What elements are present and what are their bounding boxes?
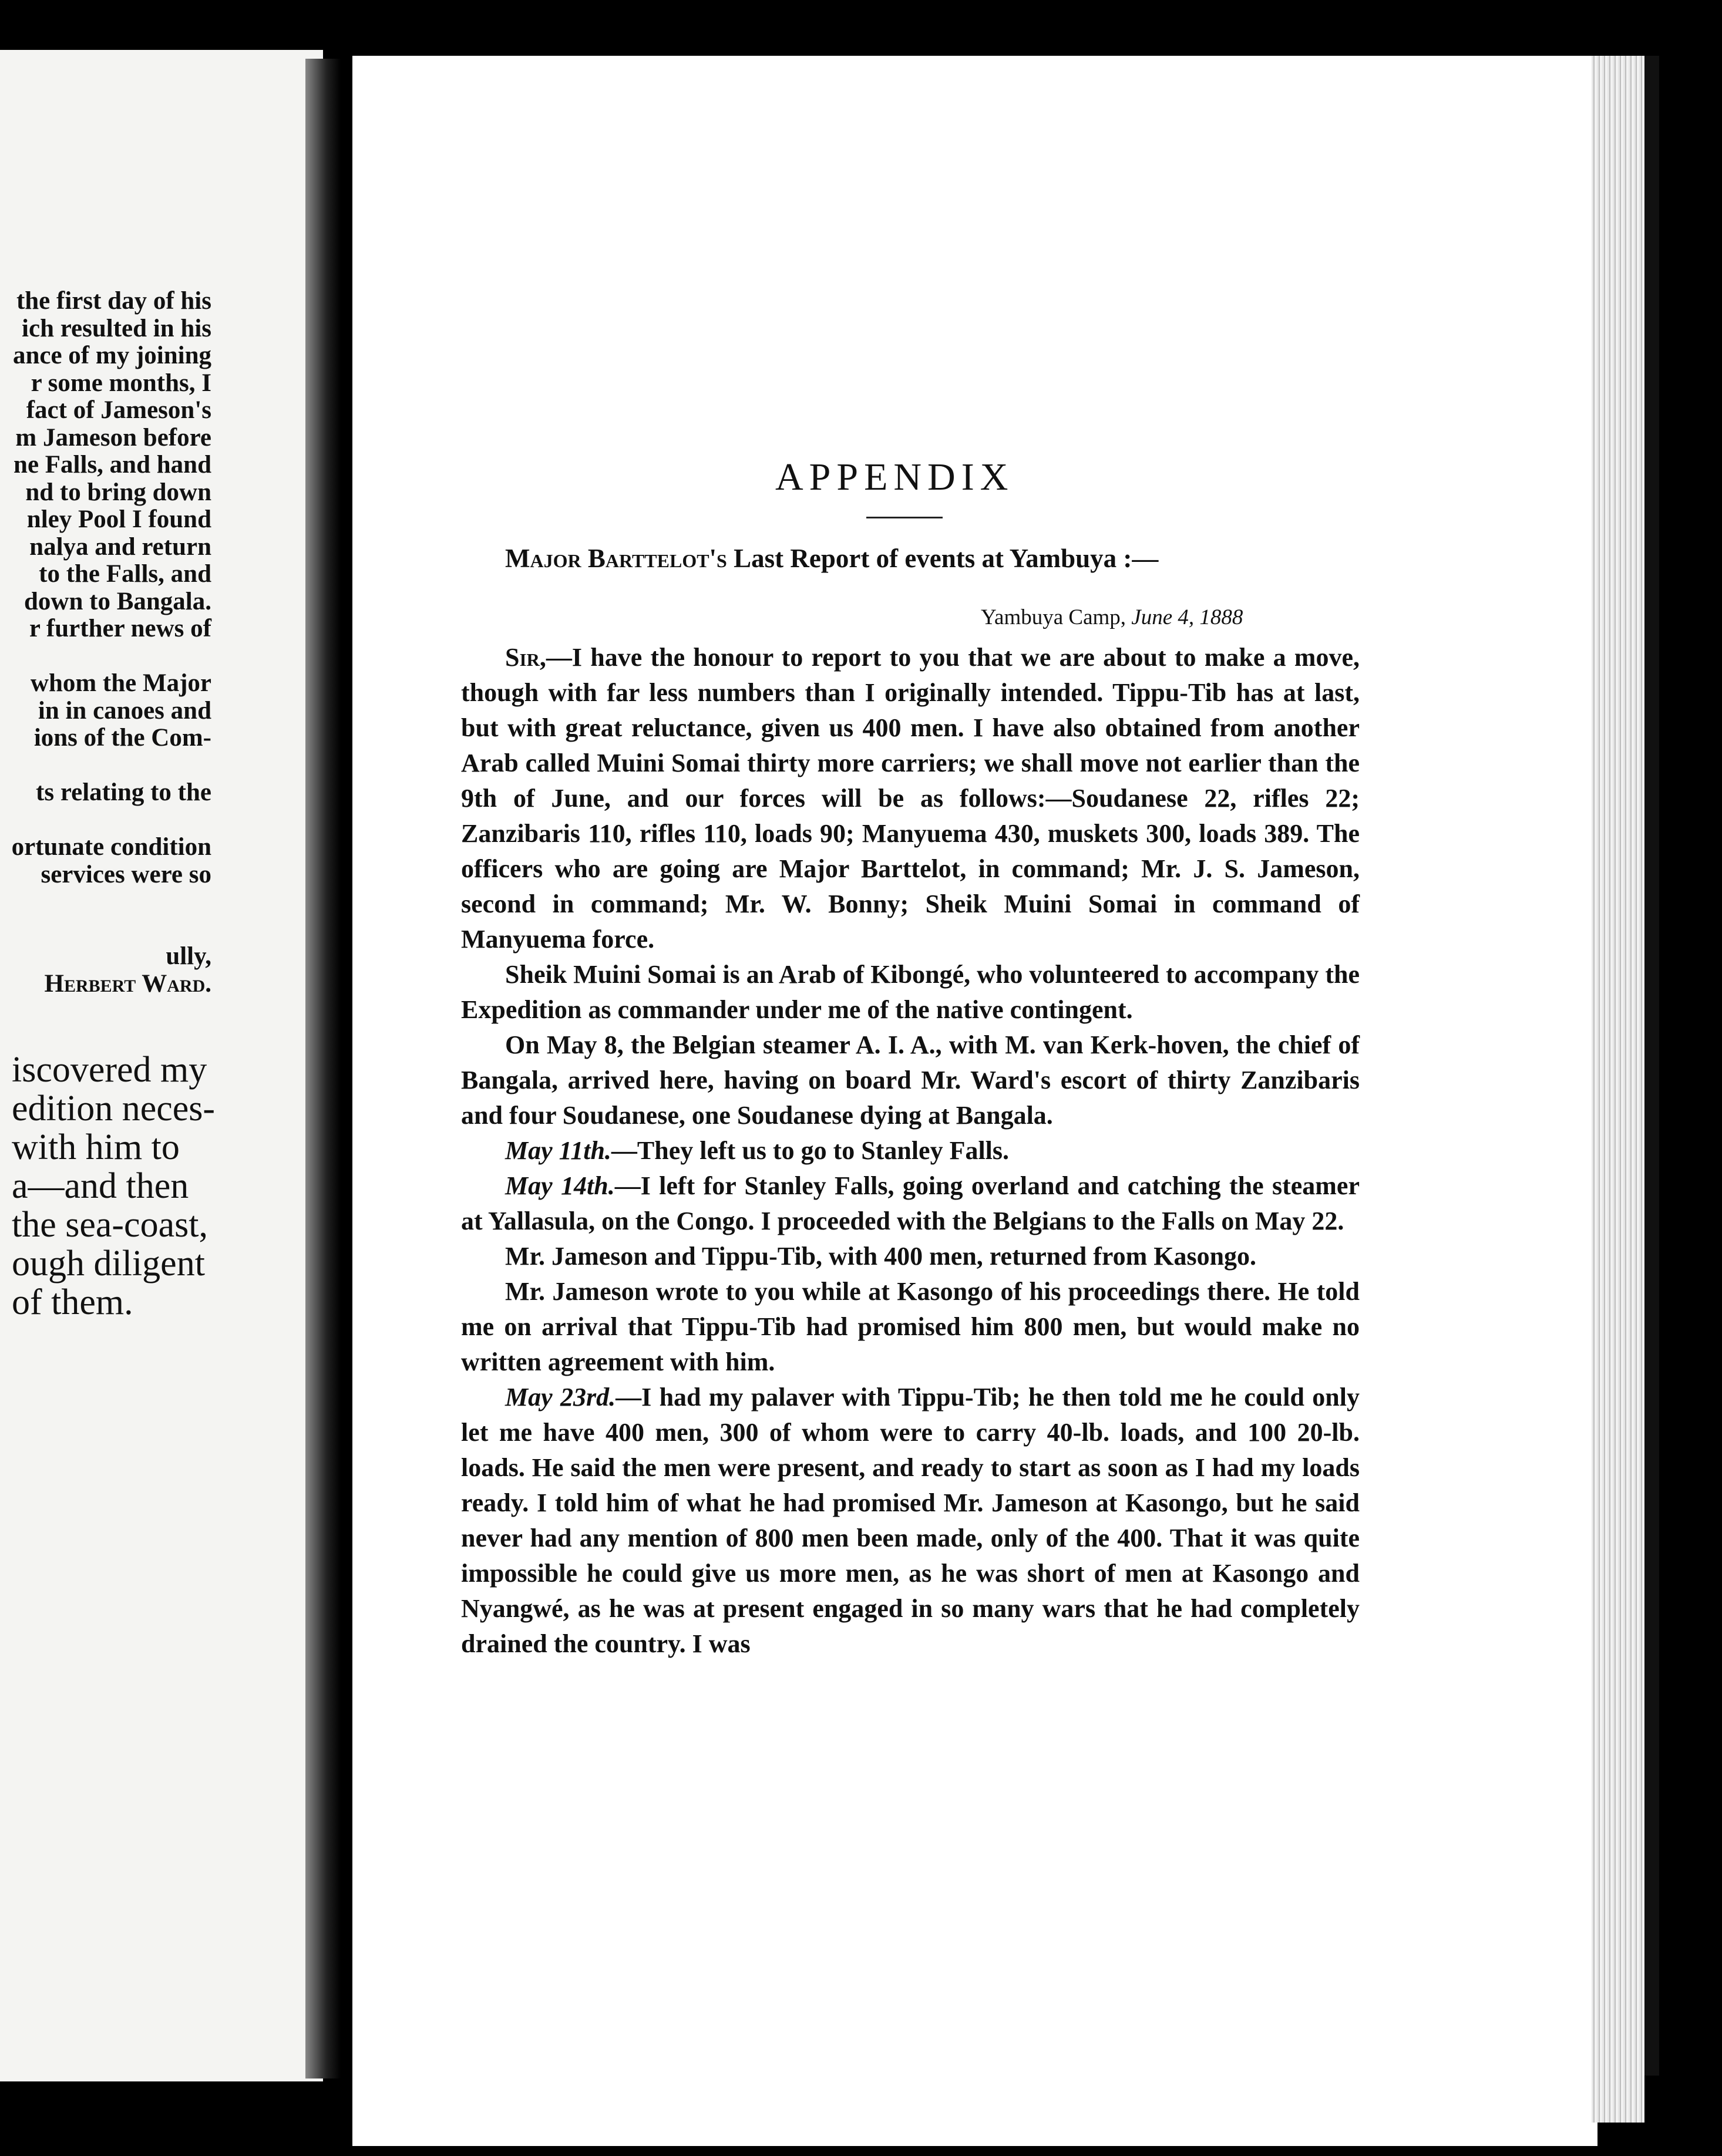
paragraph-lead: May 14th. [505, 1171, 615, 1200]
paragraph [461, 1380, 1360, 1662]
dateline-place: Yambuya Camp, [981, 605, 1132, 629]
left-page-line: ully, [166, 942, 211, 970]
paragraph-lead: May 23rd. [505, 1383, 616, 1411]
left-page-large-line: of them. [12, 1282, 133, 1322]
left-page-line: services were so [41, 860, 211, 888]
left-page-large-line: ough diligent [12, 1244, 205, 1284]
left-page-line: fact of Jameson's [26, 396, 211, 424]
dateline-date: June 4, 1888 [1131, 605, 1243, 629]
left-page-line: ts relating to the [36, 779, 211, 806]
paragraph-text: —I left for Stanley Falls, going overland and catching the steamer at Yallasula, on the Congo. I proceeded with the Belgians to the Falls on May 22. [461, 1171, 1360, 1235]
left-page-line: Herbert Ward. [44, 969, 211, 998]
paragraph [461, 1274, 1360, 1380]
left-page-line: ance of my joining [12, 342, 211, 369]
left-page-line: whom the Major [30, 669, 211, 697]
paragraph-lead: Sir, [505, 643, 546, 672]
left-page-large-line: the sea-coast, [12, 1205, 208, 1245]
scan-border [1644, 56, 1659, 2076]
paragraph-text: —I had my palaver with Tippu-Tib; he then told me he could only let me have 400 men, 300 of whom were to carry 40-lb. loads, and 100 20-lb. loads. He said the men were present, and ready to start as soon as I had my loads ready. I told him of what he had promised Mr. Jameson at Kasongo, but he said never had any mention of 800 men been made, only of the 400. That it was quite impossible he could give us more men, as he was short of men at Kasongo and Nyangwé, as he was at present engaged in so many wars that he had completely drained the country. I was [461, 1383, 1360, 1658]
paragraph-text: —I have the honour to report to you that we are about to make a move, though with far less numbers than I originally intended. Tippu-Tib has at last, but with great reluctance, given us 400 men. I have also obtained from another Arab called Muini Somai thirty more carriers; we shall move not earlier than the 9th of June, and our forces will be as follows:—Soudanese 22, rifles 22; Zanzibaris 110, rifles 110, loads 90; Manyuema 430, muskets 300, loads 389. The officers who are going are Major Barttelot, in command; Mr. J. S. Jameson, second in command; Mr. W. Bonny; Sheik Muini Somai in command of Manyuema force. [461, 643, 1360, 954]
left-page-line: ne Falls, and hand [14, 451, 211, 479]
left-page-line: m Jameson before [15, 423, 211, 452]
left-page-large-line: with him to [12, 1127, 180, 1167]
left-page-line: ortunate condition [11, 833, 211, 861]
left-page-large-line: a—and then [12, 1166, 189, 1206]
left-page-line [0, 643, 211, 671]
heading-rest: Last Report of events at Yambuya :— [727, 544, 1159, 573]
paragraph-text: Mr. Jameson and Tippu-Tib, with 400 men, returned from Kasongo. [505, 1242, 1257, 1271]
paragraph-text: On May 8, the Belgian steamer A. I. A., with M. van Kerk-hoven, the chief of Bangala, arrived here, having on board Mr. Ward's escort of thirty Zanzibaris and four Soudanese, one Soudanese dying at Bangala. [461, 1030, 1360, 1130]
left-page-line [0, 916, 211, 944]
page-edges [1592, 56, 1644, 2123]
paragraph [461, 640, 1360, 957]
left-spacer [0, 998, 211, 1050]
left-page-line: r some months, I [31, 369, 211, 397]
paragraph-text: —They left us to go to Stanley Falls. [611, 1136, 1010, 1165]
left-page-line [0, 752, 211, 780]
paragraph-text: Mr. Jameson wrote to you while at Kasongo of his proceedings there. He told me on arrival that Tippu-Tib had promised him 800 men, but would make no written agreement with him. [461, 1277, 1360, 1376]
report-body [461, 640, 1360, 1662]
paragraph-text: Sheik Muini Somai is an Arab of Kibongé, who volunteered to accompany the Expedition as commander under me of the native contingent. [461, 960, 1360, 1024]
paragraph [461, 1028, 1360, 1133]
paragraph [461, 1239, 1360, 1274]
paragraph [461, 1133, 1360, 1168]
left-page-large-line: iscovered my [12, 1050, 207, 1090]
left-page-text [0, 287, 216, 1322]
paragraph-lead: May 11th. [505, 1136, 611, 1165]
page-title: APPENDIX [775, 456, 1014, 498]
paragraph [461, 957, 1360, 1028]
left-page-line [0, 888, 211, 916]
left-page-line: r further news of [29, 615, 211, 642]
left-page-line: the first day of his [16, 287, 211, 315]
left-page-line: nd to bring down [25, 478, 211, 506]
heading-name: Major Barttelot's [505, 544, 727, 573]
paragraph [461, 1168, 1360, 1239]
left-page-line: to the Falls, and [39, 560, 211, 588]
left-page-large-line: edition neces- [12, 1089, 216, 1128]
left-page-line: nalya and return [29, 533, 211, 561]
title-rule [866, 517, 943, 518]
left-page-line: in in canoes and [38, 696, 211, 725]
left-page-line: ich resulted in his [22, 314, 211, 342]
left-page-line: nley Pool I found [26, 506, 211, 533]
left-page-line [0, 807, 211, 834]
book-gutter [305, 59, 341, 2078]
left-page-line: down to Bangala. [24, 587, 211, 615]
dateline [981, 605, 1243, 630]
report-heading [505, 543, 1158, 574]
left-page-line: ions of the Com- [33, 724, 211, 752]
left-page [0, 50, 323, 2081]
